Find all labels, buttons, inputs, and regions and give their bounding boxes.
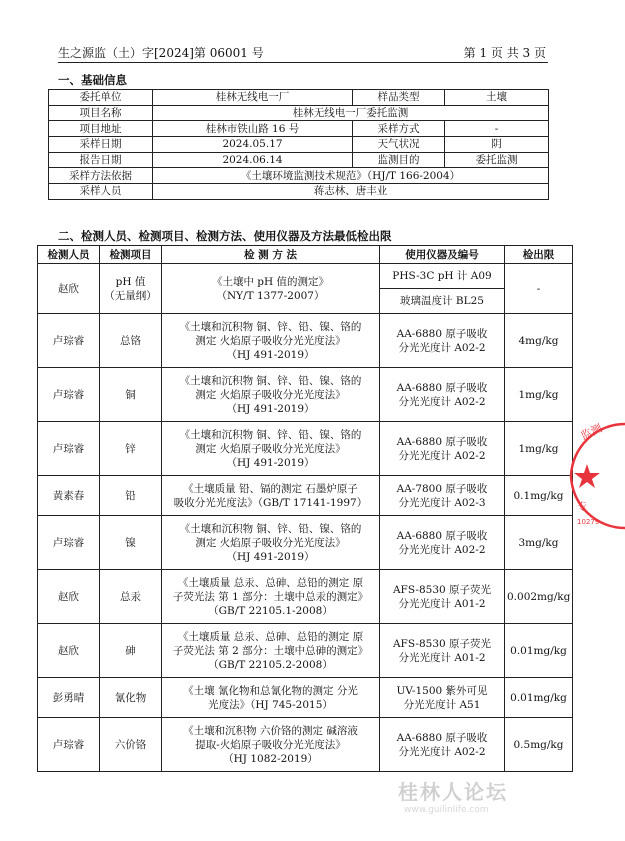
- svg-text:专: 专: [577, 502, 587, 513]
- col-header: 检测人员: [38, 246, 100, 264]
- cell-limit: 4mg/kg: [505, 314, 573, 368]
- table-row: [49, 137, 549, 153]
- method-line: 测定 火焰原子吸收分光光度法》: [195, 334, 346, 347]
- cell-method: [162, 516, 380, 570]
- table-row: [49, 105, 549, 121]
- cell-method: [162, 624, 380, 678]
- instrument-line: AA-6880 原子吸收: [396, 435, 488, 448]
- cell-person: 赵欣: [38, 570, 100, 624]
- table-row: [49, 121, 549, 137]
- client-value: 桂林无线电一厂: [153, 90, 353, 106]
- watermark-text: 桂林人论坛: [398, 780, 508, 804]
- table-row: [38, 314, 573, 368]
- method-line: 《土壤和沉积物 铜、锌、铅、镍、铬的: [179, 374, 362, 387]
- table-row: [38, 570, 573, 624]
- cell-limit: 3mg/kg: [505, 516, 573, 570]
- cell-instrument: [380, 476, 505, 516]
- cell-person: 卢琮睿: [38, 718, 100, 772]
- cell-method: [162, 476, 380, 516]
- method-line: 《土壤 氰化物和总氰化物的测定 分光: [183, 684, 358, 697]
- client-label: 委托单位: [49, 90, 153, 106]
- instrument-line: AA-6880 原子吸收: [396, 381, 488, 394]
- method-line: 提取-火焰原子吸收分光光度法》: [195, 738, 346, 751]
- instrument-line: UV-1500 紫外可见: [396, 684, 488, 697]
- instrument-line: 分光光度计 A51: [403, 698, 481, 711]
- method-line: 《土壤和沉积物 铜、锌、铅、镍、铬的: [179, 522, 362, 535]
- table-row: [49, 90, 549, 106]
- cell-limit: 0.01mg/kg: [505, 678, 573, 718]
- table-row: [49, 184, 549, 200]
- cell-item: 总铬: [100, 314, 162, 368]
- col-header: 检测项目: [100, 246, 162, 264]
- method-line: 《土壤和沉积物 铜、锌、铅、镍、铬的: [179, 320, 362, 333]
- instrument-line: 分光光度计 A02-2: [398, 745, 486, 758]
- cell-method: [162, 570, 380, 624]
- cell-method: [162, 718, 380, 772]
- purpose-value: 委托监测: [445, 152, 549, 168]
- sampling-method-label: 采样方式: [353, 121, 445, 137]
- method-line: 《土壤和沉积物 六价铬的测定 碱溶液: [183, 724, 358, 737]
- cell-person: 卢琮睿: [38, 314, 100, 368]
- table-row: [38, 718, 573, 772]
- item-line: pH 值: [115, 275, 146, 288]
- method-basis-label: 采样方法依据: [49, 168, 153, 184]
- table-row: [38, 624, 573, 678]
- cell-instrument: 玻璃温度计 BL25: [380, 289, 505, 314]
- method-line: （GB/T 22105.2-2008）: [208, 658, 333, 671]
- method-line: （HJ 491-2019）: [226, 456, 315, 469]
- table-row: [38, 264, 573, 289]
- section1-title: 一、基础信息: [58, 73, 127, 87]
- col-header: 使用仪器及编号: [380, 246, 505, 264]
- cell-instrument: [380, 314, 505, 368]
- methods-table: [37, 245, 573, 772]
- cell-limit: -: [505, 264, 573, 314]
- instrument-line: 分光光度计 A02-2: [398, 341, 486, 354]
- section2-title: 二、检测人员、检测项目、检测方法、使用仪器及方法最低检出限: [58, 229, 392, 243]
- method-line: 《土壤质量 铅、镉的测定 石墨炉原子: [183, 482, 358, 495]
- cell-limit: 0.01mg/kg: [505, 624, 573, 678]
- method-line: 《土壤和沉积物 铜、锌、铅、镍、铬的: [179, 428, 362, 441]
- cell-person: 彭勇晴: [38, 678, 100, 718]
- instrument-line: 分光光度计 A01-2: [398, 597, 486, 610]
- method-line: （HJ 491-2019）: [226, 550, 315, 563]
- method-line: （NY/T 1377-2007）: [216, 289, 325, 302]
- method-line: 测定 火焰原子吸收分光光度法》: [195, 536, 346, 549]
- cell-limit: 1mg/kg: [505, 422, 573, 476]
- table-row: [38, 516, 573, 570]
- sampling-date-value: 2024.05.17: [153, 137, 353, 153]
- table-row: [38, 476, 573, 516]
- cell-item: 铜: [100, 368, 162, 422]
- method-line: 吸收分光光度法》（GB/T 17141-1997）: [173, 496, 368, 509]
- instrument-line: 分光光度计 A02-2: [398, 395, 486, 408]
- item-line: （无量纲）: [104, 289, 157, 302]
- cell-instrument: [380, 516, 505, 570]
- instrument-line: AA-6880 原子吸收: [396, 529, 488, 542]
- cell-item: 氰化物: [100, 678, 162, 718]
- cell-limit: 0.1mg/kg: [505, 476, 573, 516]
- sampling-date-label: 采样日期: [49, 137, 153, 153]
- cell-method: [162, 368, 380, 422]
- cell-item: 镍: [100, 516, 162, 570]
- cell-limit: 0.002mg/kg: [505, 570, 573, 624]
- instrument-line: AFS-8530 原子荧光: [392, 637, 492, 650]
- table-header-row: [38, 246, 573, 264]
- method-line: 子荧光法 第 1 部分：土壤中总汞的测定》: [172, 590, 369, 603]
- table-row: [38, 678, 573, 718]
- doc-number: 生之源监（土）字[2024]第 06001 号: [58, 46, 264, 60]
- sample-type-label: 样品类型: [353, 90, 445, 106]
- cell-limit: 1mg/kg: [505, 368, 573, 422]
- table-row: [49, 168, 549, 184]
- weather-value: 阴: [445, 137, 549, 153]
- cell-instrument: PHS-3C pH 计 A09: [380, 264, 505, 289]
- instrument-line: 分光光度计 A02-3: [398, 496, 486, 509]
- svg-text:10279: 10279: [577, 518, 600, 526]
- cell-instrument: [380, 368, 505, 422]
- page-header: [58, 44, 546, 62]
- cell-person: 黄素春: [38, 476, 100, 516]
- header-divider: [58, 62, 548, 63]
- project-name-value: 桂林无线电一厂委托监测: [153, 105, 549, 121]
- method-line: 《土壤质量 总汞、总砷、总铅的测定 原: [177, 630, 364, 643]
- table-row: [38, 368, 573, 422]
- report-date-label: 报告日期: [49, 152, 153, 168]
- method-line: 子荧光法 第 2 部分：土壤中总砷的测定》: [172, 644, 369, 657]
- cell-person: 卢琮睿: [38, 422, 100, 476]
- basic-info-table: [48, 89, 549, 200]
- cell-method: [162, 422, 380, 476]
- instrument-line: AA-6880 原子吸收: [396, 731, 488, 744]
- method-line: （HJ 491-2019）: [226, 402, 315, 415]
- cell-person: 赵欣: [38, 264, 100, 314]
- watermark-sub: www.guilinlife.com: [404, 805, 489, 815]
- instrument-line: 分光光度计 A02-2: [398, 449, 486, 462]
- cell-instrument: [380, 570, 505, 624]
- method-line: 《土壤中 pH 值的测定》: [211, 275, 330, 288]
- instrument-line: AA-6880 原子吸收: [396, 327, 488, 340]
- method-line: （GB/T 22105.1-2008）: [208, 604, 333, 617]
- cell-item: 六价铬: [100, 718, 162, 772]
- method-line: 光度法》（HJ 745-2015）: [208, 698, 333, 711]
- cell-item: 锌: [100, 422, 162, 476]
- personnel-value: 蒋志林、唐丰业: [153, 184, 549, 200]
- cell-method: [162, 314, 380, 368]
- cell-item: 总汞: [100, 570, 162, 624]
- report-date-value: 2024.06.14: [153, 152, 353, 168]
- cell-instrument: [380, 678, 505, 718]
- seal-stamp: [565, 418, 625, 530]
- cell-instrument: [380, 624, 505, 678]
- cell-instrument: [380, 718, 505, 772]
- project-name-label: 项目名称: [49, 105, 153, 121]
- col-header: 检出限: [505, 246, 573, 264]
- page-info: 第 1 页 共 3 页: [463, 46, 546, 60]
- cell-person: 卢琮睿: [38, 516, 100, 570]
- sampling-method-value: -: [445, 121, 549, 137]
- table-row: [38, 422, 573, 476]
- method-line: 测定 火焰原子吸收分光光度法》: [195, 442, 346, 455]
- cell-method: [162, 264, 380, 314]
- method-line: （HJ 1082-2019）: [223, 752, 318, 765]
- weather-label: 天气状况: [353, 137, 445, 153]
- method-line: 《土壤质量 总汞、总砷、总铅的测定 原: [177, 576, 364, 589]
- instrument-line: AFS-8530 原子荧光: [392, 583, 492, 596]
- cell-person: 赵欣: [38, 624, 100, 678]
- cell-instrument: [380, 422, 505, 476]
- method-basis-value: 《土壤环境监测技术规范》（HJ/T 166-2004）: [153, 168, 549, 184]
- cell-limit: 0.5mg/kg: [505, 718, 573, 772]
- project-address-value: 桂林市铁山路 16 号: [153, 121, 353, 137]
- svg-text:监测: 监测: [578, 421, 605, 443]
- project-address-label: 项目地址: [49, 121, 153, 137]
- col-header: 检 测 方 法: [162, 246, 380, 264]
- cell-item: [100, 264, 162, 314]
- instrument-line: AA-7800 原子吸收: [396, 482, 488, 495]
- method-line: （HJ 491-2019）: [226, 348, 315, 361]
- cell-item: 砷: [100, 624, 162, 678]
- cell-item: 铅: [100, 476, 162, 516]
- instrument-line: 分光光度计 A01-2: [398, 651, 486, 664]
- cell-method: [162, 678, 380, 718]
- table-row: [49, 152, 549, 168]
- cell-person: 卢琮睿: [38, 368, 100, 422]
- personnel-label: 采样人员: [49, 184, 153, 200]
- purpose-label: 监测目的: [353, 152, 445, 168]
- method-line: 测定 火焰原子吸收分光光度法》: [195, 388, 346, 401]
- sample-type-value: 土壤: [445, 90, 549, 106]
- instrument-line: 分光光度计 A02-2: [398, 543, 486, 556]
